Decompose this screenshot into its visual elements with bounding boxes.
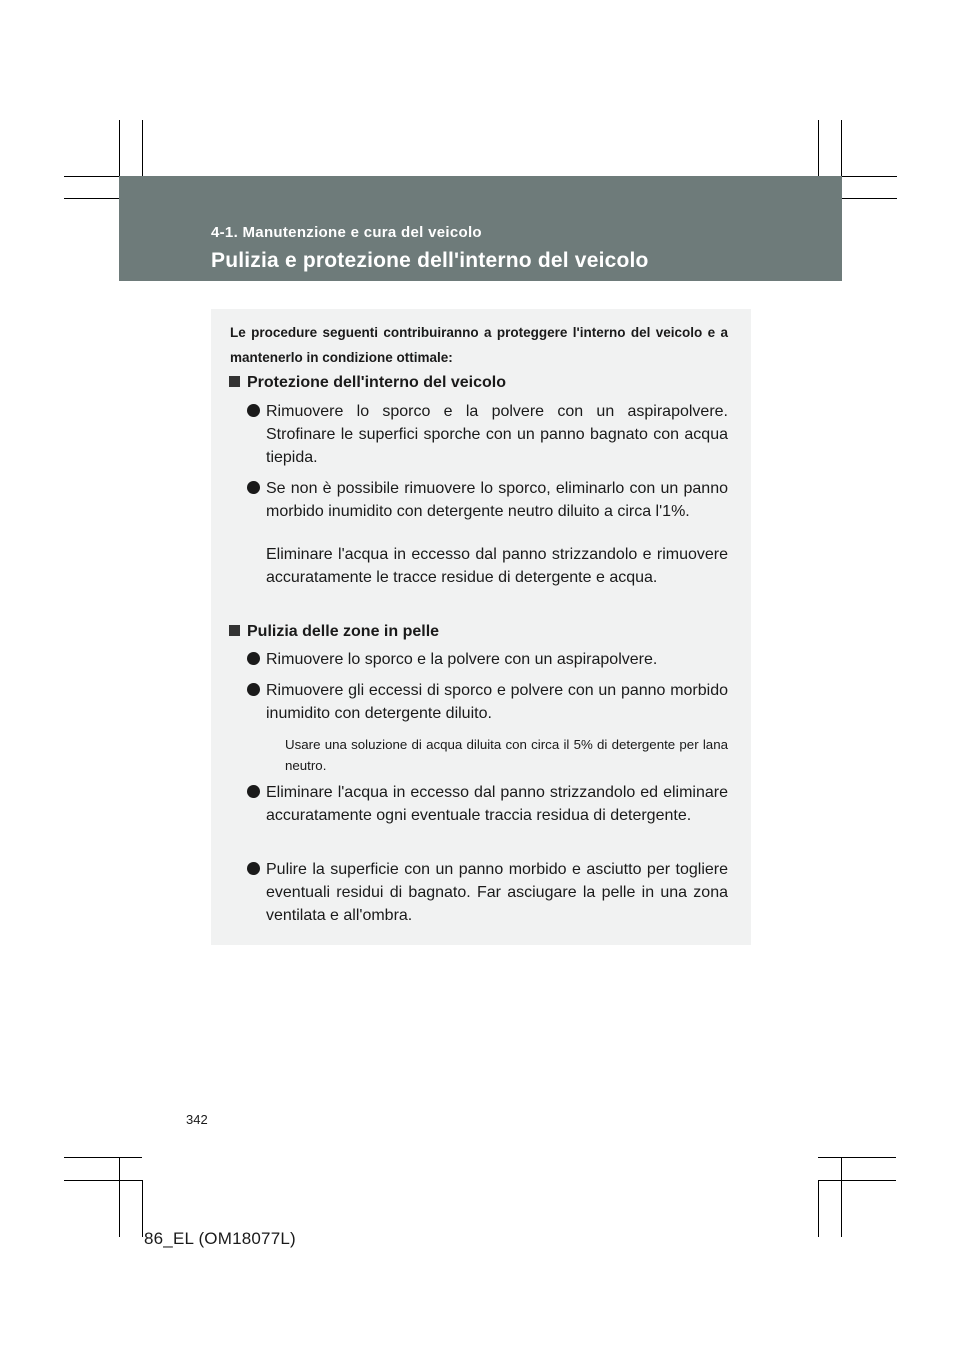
bullet-icon [247,404,260,417]
section-heading-text: Protezione dell'interno del veicolo [247,374,506,391]
crop-mark [818,1180,819,1237]
chapter-header [119,176,842,281]
square-bullet-icon [229,376,240,387]
crop-mark [818,1180,896,1181]
bullet-icon [247,785,260,798]
list-item-text: Eliminare l'acqua in eccesso dal panno strizzandolo e rimuovere accuratamente le tracce residue di detergente e acqua. [266,546,728,586]
section-heading-text: Pulizia delle zone in pelle [247,623,440,640]
crop-mark [842,176,897,177]
square-bullet-icon [229,625,240,636]
intro-text: Le procedure seguenti contribuiranno a proteggere l'interno del veicolo e a mantenerlo in condizione ottimale: [230,325,728,365]
crop-mark [64,176,119,177]
crop-mark [119,120,120,176]
list-item-text: Se non è possibile rimuovere lo sporco, eliminarlo con un panno morbido inumidito con detergente neutro diluito a circa l'1%. [266,480,728,520]
bullet-icon [247,481,260,494]
crop-mark [818,120,819,176]
page-number: 342 [186,1112,208,1127]
list-item-text: Pulire la superficie con un panno morbido e asciutto per togliere eventuali residui di bagnato. Far asciugare la pelle in una zona ventilata e all'ombra. [266,861,728,924]
list-item-text: Rimuovere gli eccessi di sporco e polvere con un panno morbido inumidito con detergente diluito. [266,682,728,722]
crop-mark [818,1157,896,1158]
page-title: Pulizia e protezione dell'interno del veicolo [211,249,649,272]
list-item-text: Eliminare l'acqua in eccesso dal panno strizzandolo ed eliminare accuratamente ogni eventuale traccia residua di detergente. [266,784,728,824]
section-heading [229,621,439,643]
content-panel [211,309,751,945]
crop-mark [119,1157,120,1237]
document-id: 86_EL (OM18077L) [144,1229,296,1248]
crop-mark [142,1180,143,1237]
section-label: 4-1. Manutenzione e cura del veicolo [211,224,482,241]
crop-mark [64,1180,142,1181]
crop-mark [64,1157,142,1158]
crop-mark [841,1157,842,1237]
bullet-icon [247,862,260,875]
bullet-icon [247,683,260,696]
crop-mark [841,120,842,176]
crop-mark [142,120,143,176]
bullet-icon [247,652,260,665]
list-item-text: Rimuovere lo sporco e la polvere con un aspirapolvere. Strofinare le superfici sporche con un panno bagnato con acqua tiepida. [266,403,728,466]
list-item-text: Rimuovere lo sporco e la polvere con un aspirapolvere. [266,651,658,668]
crop-mark [64,198,119,199]
crop-mark [842,198,897,199]
section-heading [229,372,506,394]
note-text: Usare una soluzione di acqua diluita con circa il 5% di detergente per lana neutro. [285,737,728,773]
